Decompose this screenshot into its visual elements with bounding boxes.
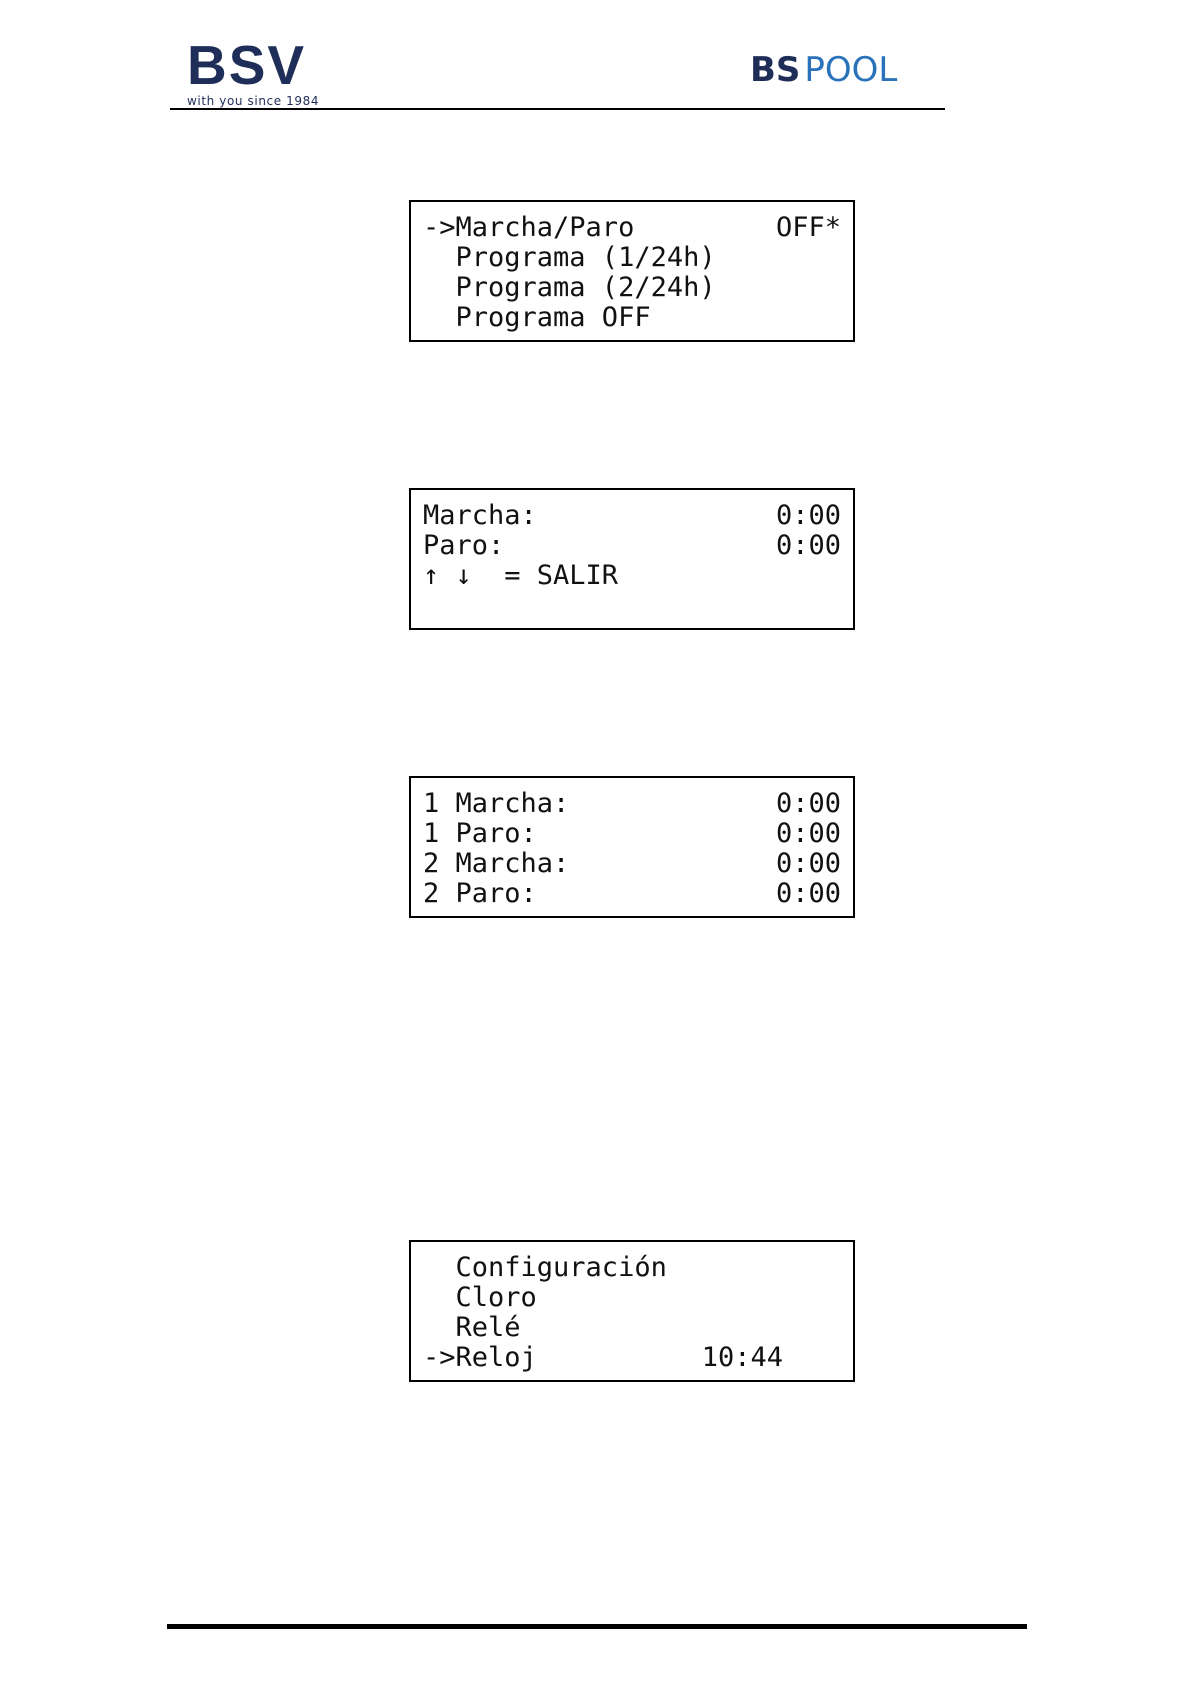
lcd-row-value: 0:00 bbox=[775, 788, 841, 819]
lcd-row bbox=[423, 243, 843, 273]
lcd-row bbox=[423, 879, 843, 909]
lcd-row-label: 1 Paro: bbox=[423, 818, 537, 849]
lcd-row-label: Paro: bbox=[423, 530, 505, 561]
lcd-row-value: 0:00 bbox=[775, 500, 841, 531]
lcd-row bbox=[423, 303, 843, 333]
bsv-logo-tagline: with you since 1984 bbox=[187, 94, 320, 108]
lcd-row bbox=[423, 1343, 843, 1373]
lcd-row bbox=[423, 1283, 843, 1313]
footer-divider bbox=[167, 1624, 1027, 1629]
lcd-row bbox=[423, 591, 843, 621]
bspool-logo bbox=[750, 50, 897, 90]
lcd-row bbox=[423, 789, 843, 819]
lcd-row bbox=[423, 849, 843, 879]
lcd-row-label: Programa (1/24h) bbox=[423, 242, 716, 273]
lcd-screen-program-1 bbox=[409, 488, 855, 630]
bspool-logo-prefix: BS bbox=[750, 50, 801, 90]
lcd-row bbox=[423, 213, 843, 243]
lcd-row-label: 2 Marcha: bbox=[423, 848, 570, 879]
lcd-row-label: 2 Paro: bbox=[423, 878, 537, 909]
lcd-row-label: Configuración bbox=[423, 1252, 667, 1283]
lcd-row bbox=[423, 531, 843, 561]
lcd-row bbox=[423, 273, 843, 303]
lcd-row-value: 0:00 bbox=[775, 530, 841, 561]
lcd-row bbox=[423, 501, 843, 531]
lcd-row bbox=[423, 819, 843, 849]
lcd-row bbox=[423, 1313, 843, 1343]
lcd-row bbox=[423, 1253, 843, 1283]
lcd-row-label: ↑ ↓ = SALIR bbox=[423, 560, 619, 591]
lcd-row-value: 0:00 bbox=[775, 818, 841, 849]
lcd-screen-main-menu bbox=[409, 200, 855, 342]
lcd-screen-config-menu bbox=[409, 1240, 855, 1382]
lcd-row-label: Marcha: bbox=[423, 500, 537, 531]
lcd-row-label: 1 Marcha: bbox=[423, 788, 570, 819]
lcd-row-label: Relé bbox=[423, 1312, 521, 1343]
header-divider bbox=[170, 108, 945, 110]
lcd-row-label: Programa OFF bbox=[423, 302, 651, 333]
bsv-logo-brand: BSV bbox=[187, 34, 307, 96]
lcd-screen-program-2 bbox=[409, 776, 855, 918]
lcd-row-value: 10:44 bbox=[701, 1342, 783, 1373]
lcd-row-value: 0:00 bbox=[775, 878, 841, 909]
lcd-row-label: Cloro bbox=[423, 1282, 537, 1313]
bsv-logo bbox=[187, 34, 347, 108]
lcd-row bbox=[423, 561, 843, 591]
lcd-row-label: Programa (2/24h) bbox=[423, 272, 716, 303]
bspool-logo-suffix: POOL bbox=[804, 50, 898, 90]
lcd-row-value: 0:00 bbox=[775, 848, 841, 879]
lcd-row-label: ->Marcha/Paro bbox=[423, 212, 635, 243]
lcd-row-label: ->Reloj bbox=[423, 1342, 537, 1373]
lcd-row-value: OFF* bbox=[775, 212, 841, 243]
